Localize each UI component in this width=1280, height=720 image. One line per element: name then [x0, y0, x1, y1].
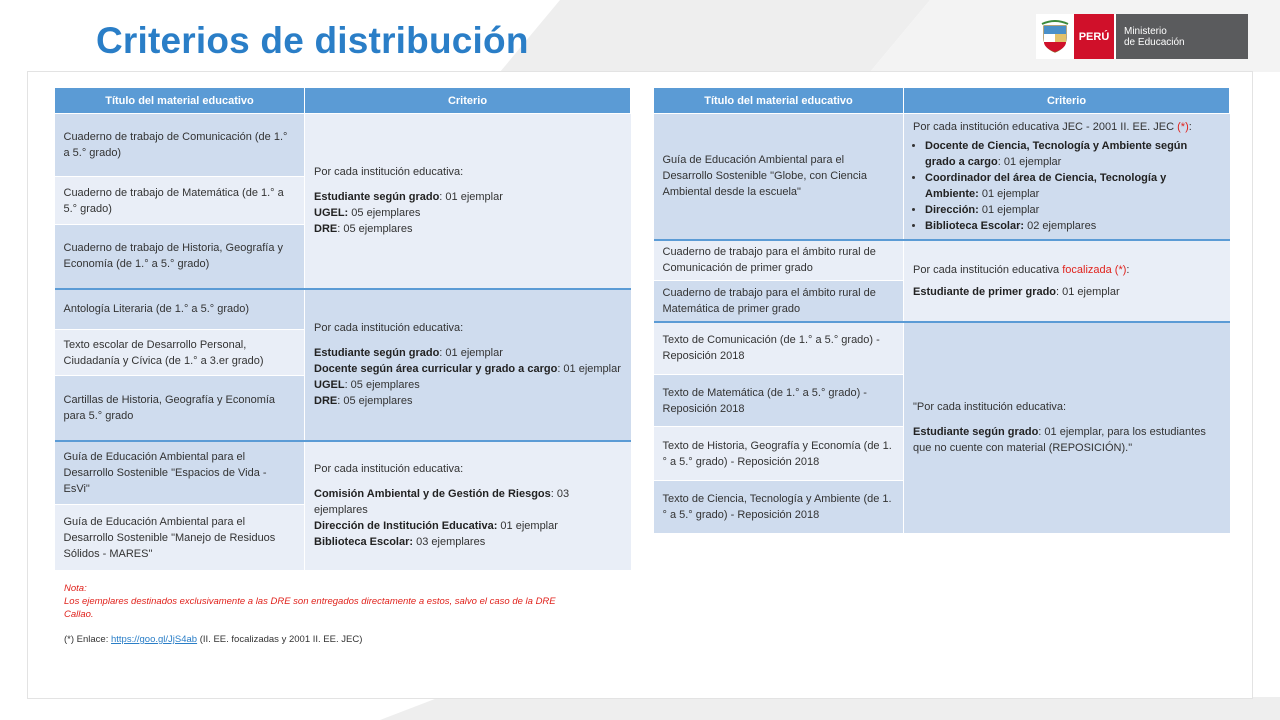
coat-of-arms-icon — [1036, 14, 1074, 59]
table-header-row — [654, 88, 1230, 114]
list-item: • Coordinador del área de Ciencia, Tecnología y Ambiente: 01 ejemplar — [925, 170, 1221, 202]
material-title-cell: Texto escolar de Desarrollo Personal, Ciudadanía y Cívica (de 1.° a 3.er grado) — [55, 330, 305, 376]
material-title-cell: Texto de Ciencia, Tecnología y Ambiente (de 1.° a 5.° grado) - Reposición 2018 — [654, 481, 904, 534]
table-header-row — [55, 88, 631, 114]
list-item: • Biblioteca Escolar: 02 ejemplares — [925, 218, 1221, 234]
table-row — [55, 441, 631, 505]
col-header-criteria: Criterio — [904, 88, 1230, 114]
note-label: Nota: — [64, 583, 87, 594]
criteria-cell: Por cada institución educativa focalizada (*): Estudiante de primer grado: 01 ejemplar — [904, 240, 1230, 322]
reference-link[interactable]: https://goo.gl/JjS4ab — [111, 634, 198, 645]
list-item: • Docente de Ciencia, Tecnología y Ambiente según grado a cargo: 01 ejemplar — [925, 138, 1221, 170]
left-distribution-table — [54, 87, 631, 571]
note-text: Los ejemplares destinados exclusivamente a las DRE son entregados directamente a estos, salvo el caso de la DRE Callao. — [64, 596, 556, 620]
logo-ministry: Ministerio de Educación — [1114, 14, 1248, 59]
criteria-cell: "Por cada institución educativa: Estudiante según grado: 01 ejemplar, para los estudiantes que no cuente con material (REPOSICIÓN)." — [904, 322, 1230, 534]
list-item: • Dirección: 01 ejemplar — [925, 202, 1221, 218]
table-row — [654, 114, 1230, 240]
material-title-cell: Guía de Educación Ambiental para el Desarrollo Sostenible "Globe, con Ciencia Ambiental desde la escuela" — [654, 114, 904, 240]
criteria-bullet-list — [913, 138, 1221, 234]
material-title-cell: Cuaderno de trabajo de Matemática (de 1.° a 5.° grado) — [55, 177, 305, 225]
material-title-cell: Texto de Historia, Geografía y Economía (de 1.° a 5.° grado) - Reposición 2018 — [654, 427, 904, 481]
col-header-criteria: Criterio — [305, 88, 631, 114]
material-title-cell: Texto de Comunicación (de 1.° a 5.° grado) - Reposición 2018 — [654, 322, 904, 375]
page-title: Criterios de distribución — [96, 20, 529, 61]
material-title-cell: Guía de Educación Ambiental para el Desarrollo Sostenible "Manejo de Residuos Sólidos - MARES" — [55, 505, 305, 571]
material-title-cell: Cuaderno de trabajo de Comunicación (de 1.° a 5.° grado) — [55, 114, 305, 177]
table-row — [55, 289, 631, 330]
ministry-logo — [1036, 14, 1248, 59]
col-header-title: Título del material educativo — [55, 88, 305, 114]
table-row — [654, 240, 1230, 281]
reference-link-line: (*) Enlace: https://goo.gl/JjS4ab (II. EE. focalizadas y 2001 II. EE. JEC) — [64, 634, 363, 645]
material-title-cell: Antología Literaria (de 1.° a 5.° grado) — [55, 289, 305, 330]
table-row — [55, 114, 631, 177]
right-distribution-table — [653, 87, 1230, 534]
footnote — [64, 582, 564, 621]
logo-country: PERÚ — [1074, 14, 1114, 59]
material-title-cell: Cartillas de Historia, Geografía y Economía para 5.° grado — [55, 376, 305, 441]
criteria-cell: Por cada institución educativa: Comisión Ambiental y de Gestión de Riesgos: 03 ejemplares Dirección de Institución Educativa: 01 ejemplar Biblioteca Escolar: 03 ejemplares — [305, 441, 631, 571]
col-header-title: Título del material educativo — [654, 88, 904, 114]
material-title-cell: Texto de Matemática (de 1.° a 5.° grado) - Reposición 2018 — [654, 375, 904, 427]
material-title-cell: Cuaderno de trabajo para el ámbito rural de Matemática de primer grado — [654, 281, 904, 322]
table-row — [654, 322, 1230, 375]
criteria-cell: Por cada institución educativa: Estudiante según grado: 01 ejemplar Docente según área curricular y grado a cargo: 01 ejemplar UGEL: 05 ejemplares DRE: 05 ejemplares — [305, 289, 631, 441]
criteria-cell: Por cada institución educativa JEC - 2001 II. EE. JEC (*): • Docente de Ciencia, Tecnología y Ambiente según grado a cargo: 01 ejemplar • Coordinador del área de Ciencia, Tecnología y Ambiente: 01 ejemplar • Dirección: 01 ejemplar • Biblioteca Escolar: 02 ejemplares — [904, 114, 1230, 240]
material-title-cell: Cuaderno de trabajo para el ámbito rural de Comunicación de primer grado — [654, 240, 904, 281]
material-title-cell: Guía de Educación Ambiental para el Desarrollo Sostenible "Espacios de Vida - EsVi" — [55, 441, 305, 505]
criteria-cell: Por cada institución educativa: Estudiante según grado: 01 ejemplar UGEL: 05 ejemplares DRE: 05 ejemplares — [305, 114, 631, 289]
material-title-cell: Cuaderno de trabajo de Historia, Geografía y Economía (de 1.° a 5.° grado) — [55, 225, 305, 289]
